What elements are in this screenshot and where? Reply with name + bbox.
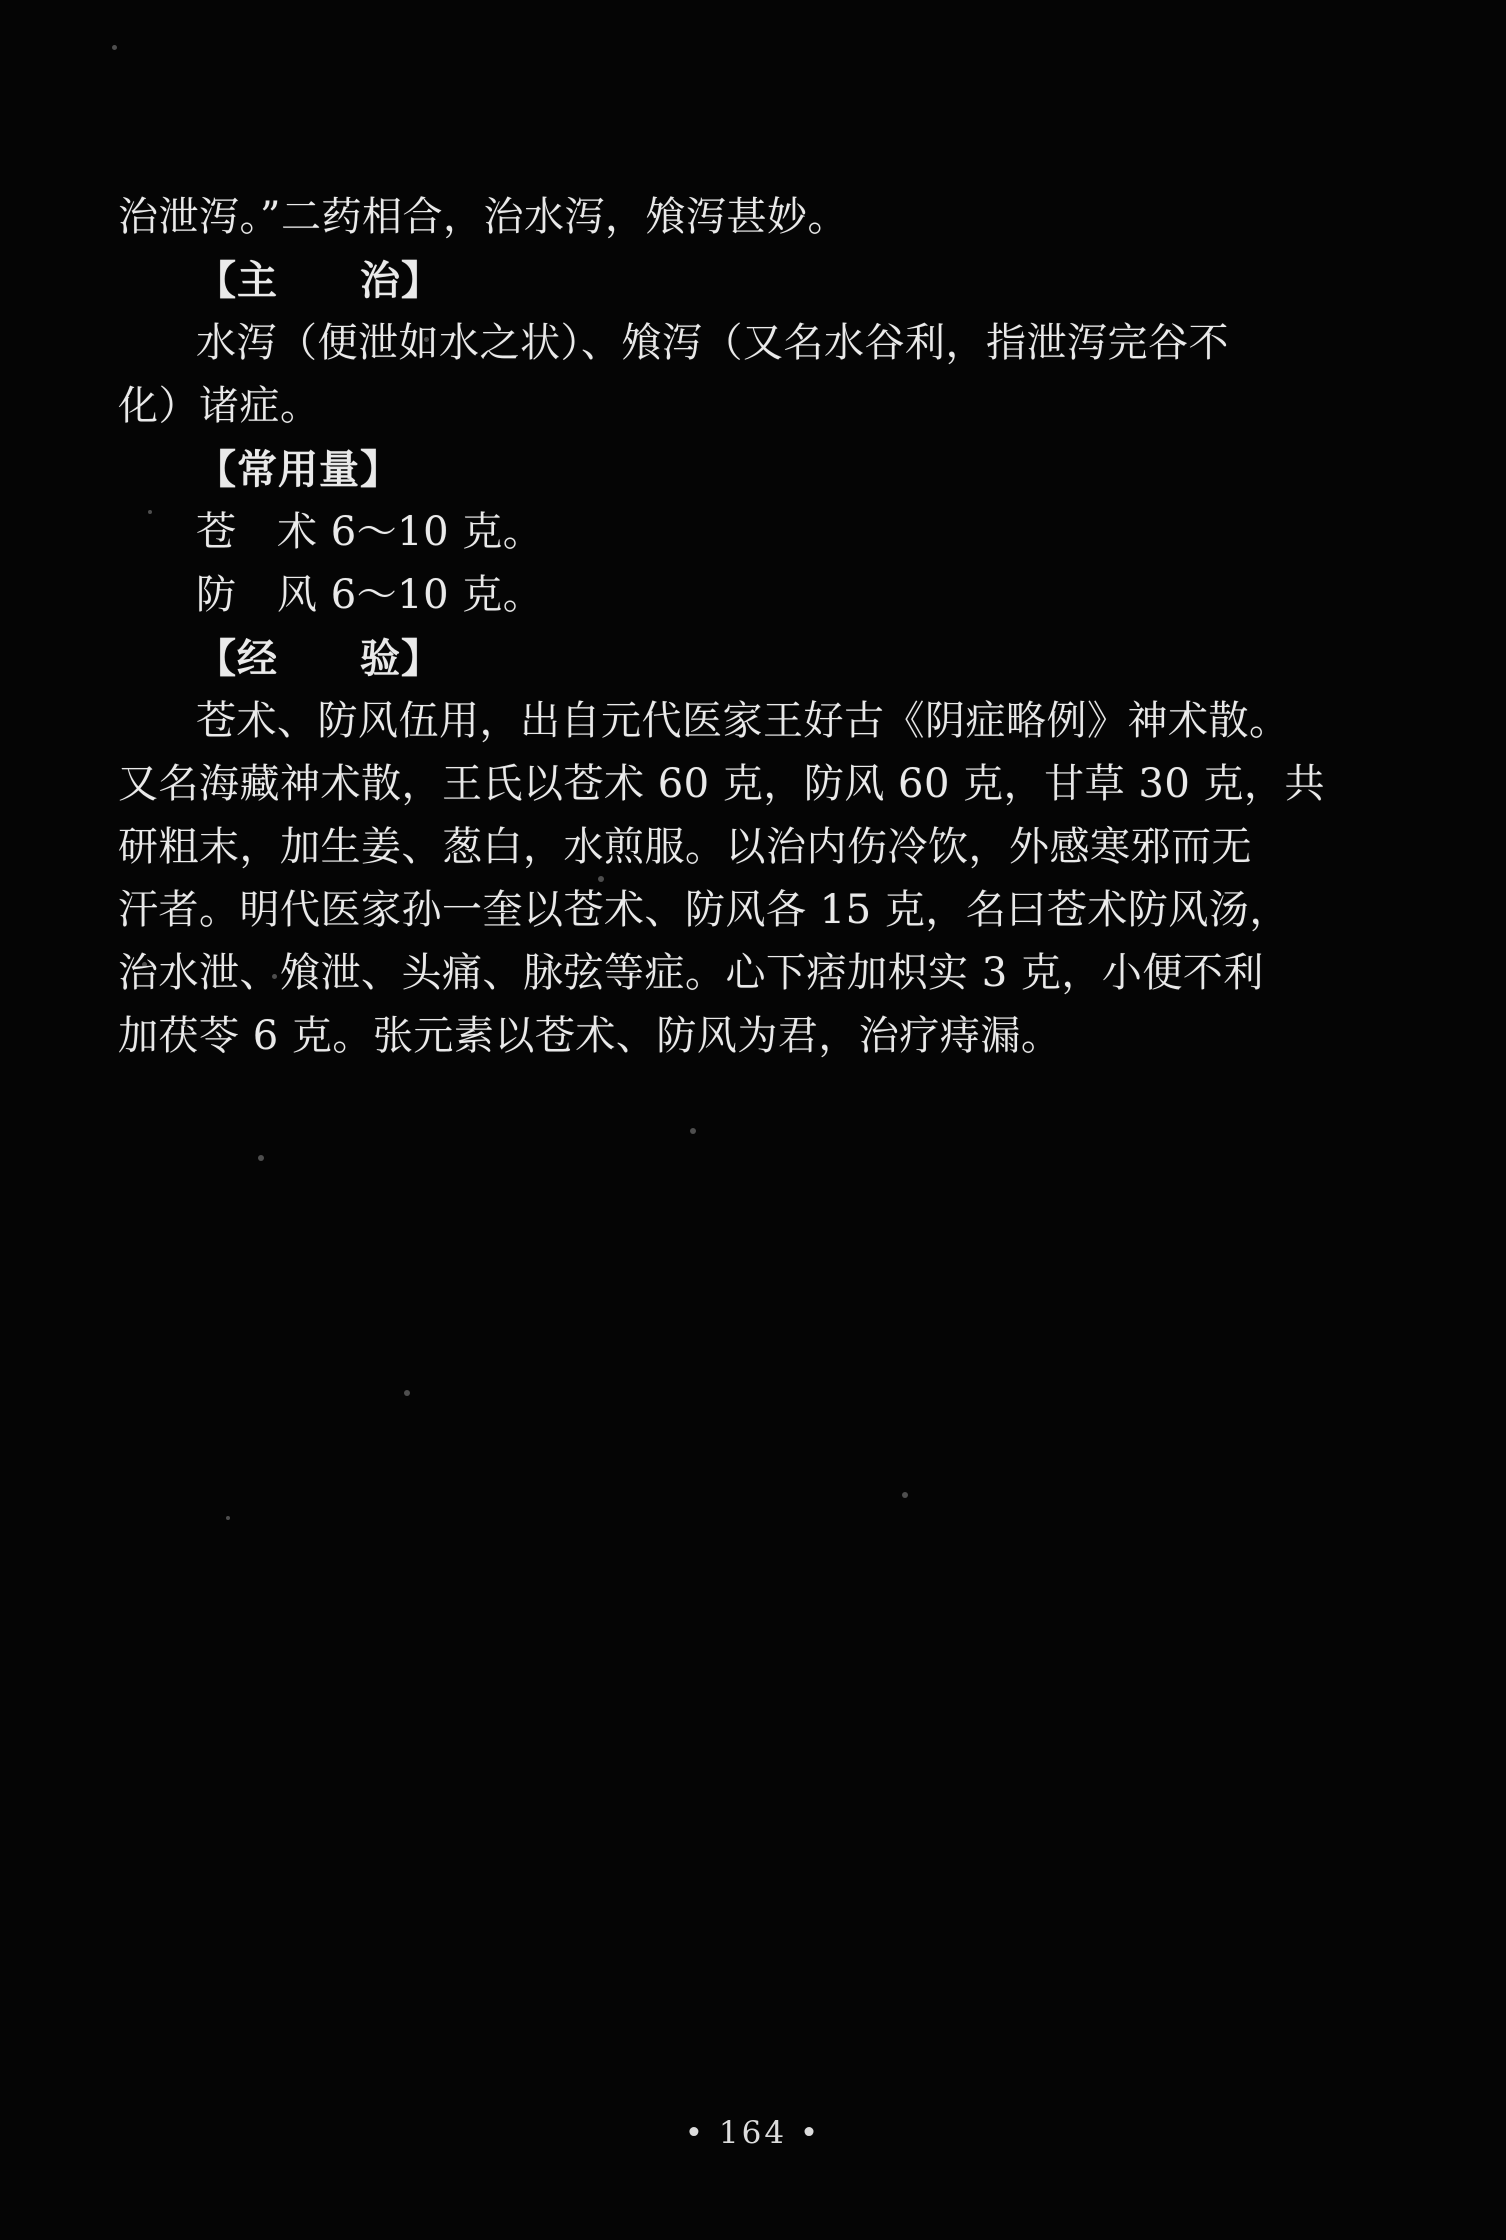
scan-speck <box>258 1155 264 1161</box>
text-line: 治水泄、飧泄、头痛、脉弦等症。心下痞加枳实 3 克，小便不利 <box>118 950 1264 996</box>
scan-speck <box>112 45 117 50</box>
text-line: 【常用量】 <box>196 446 401 493</box>
text-line: 化）诸症。 <box>118 383 321 429</box>
text-line: 苍 术 6～10 克。 <box>196 509 544 555</box>
page-text-column <box>118 186 1388 1068</box>
text-line: 汗者。明代医家孙一奎以苍术、防风各 15 克，名曰苍术防风汤， <box>118 887 1290 933</box>
text-line: 加茯苓 6 克。张元素以苍术、防风为君，治疗痔漏。 <box>118 1013 1062 1059</box>
text-line: 水泻（便泄如水之状）、飧泻（又名水谷利，指泄泻完谷不 <box>196 320 1229 366</box>
scan-speck <box>902 1492 908 1498</box>
text-line: 研粗末，加生姜、葱白，水煎服。以治内伤冷饮，外感寒邪而无 <box>118 824 1252 870</box>
scan-speck <box>404 1390 410 1396</box>
page-number: • 164 • <box>684 2115 822 2151</box>
scan-speck <box>690 1128 696 1134</box>
text-line: 防 风 6～10 克。 <box>196 572 544 618</box>
text-line: 治泄泻。”二药相合，治水泻，飧泻甚妙。 <box>118 194 848 240</box>
text-line: 又名海藏神术散，王氏以苍术 60 克，防风 60 克，甘草 30 克，共 <box>118 761 1325 807</box>
text-line: 苍术、防风伍用，出自元代医家王好古《阴症略例》神术散。 <box>196 698 1290 744</box>
text-line: 【经 验】 <box>196 635 442 682</box>
text-line: 【主 治】 <box>196 257 442 304</box>
scan-speck <box>226 1516 230 1520</box>
